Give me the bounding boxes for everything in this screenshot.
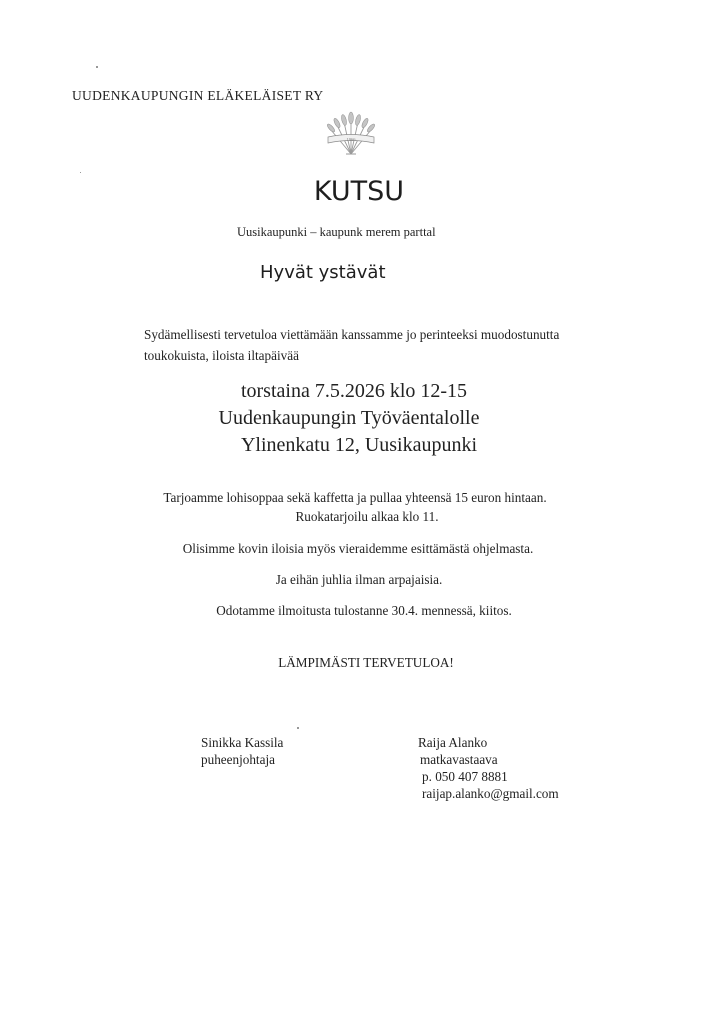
signature-left-name: Sinikka Kassila <box>201 735 284 750</box>
scan-speck <box>96 66 98 68</box>
intro-line-2: toukokuista, iloista iltapäivää <box>144 348 299 363</box>
intro-line-1: Sydämellisesti tervetuloa viettämään kanssamme jo perinteeksi muodostunutta <box>144 327 560 342</box>
greeting: Hyvät ystävät <box>260 262 386 283</box>
logo-banner-text: 1966 <box>346 137 356 142</box>
signature-left-role: puheenjohtaja <box>201 752 275 767</box>
event-venue: Uudenkaupungin Työväentalolle <box>218 407 480 429</box>
organization-name: UUDENKAUPUNGIN ELÄKELÄISET RY <box>72 88 324 103</box>
signature-left <box>201 734 283 768</box>
event-details <box>0 378 718 459</box>
offer-line-1: Tarjoamme lohisoppaa sekä kaffetta ja pullaa yhteensä 15 euron hintaan. <box>163 490 547 505</box>
raffle-line: Ja eihän juhlia ilman arpajaisia. <box>275 572 443 587</box>
scan-speck <box>297 727 299 729</box>
signature-right-phone: p. 050 407 8881 <box>422 769 508 784</box>
closing-line: LÄMPIMÄSTI TERVETULOA! <box>278 655 454 670</box>
rsvp-line: Odotamme ilmoitusta tulostanne 30.4. mennessä, kiitos. <box>216 603 512 618</box>
signature-right-email: raijap.alanko@gmail.com <box>422 786 559 801</box>
signature-right <box>418 734 559 802</box>
event-address: Ylinenkatu 12, Uusikaupunki <box>240 434 478 456</box>
wheat-sheaf-icon <box>322 110 380 160</box>
event-datetime: torstaina 7.5.2026 klo 12-15 <box>240 380 468 402</box>
subtitle: Uusikaupunki – kaupunk merem parttal <box>237 225 436 239</box>
offer-line-2: Ruokatarjoilu alkaa klo 11. <box>295 509 439 524</box>
signature-right-role: matkavastaava <box>420 752 498 767</box>
program-line: Olisimme kovin iloisia myös vieraidemme esittämästä ohjelmasta. <box>182 541 534 556</box>
intro-paragraph <box>144 324 559 366</box>
page-title: KUTSU <box>313 176 405 207</box>
signature-right-name: Raija Alanko <box>418 735 488 750</box>
scan-speck <box>80 172 81 173</box>
